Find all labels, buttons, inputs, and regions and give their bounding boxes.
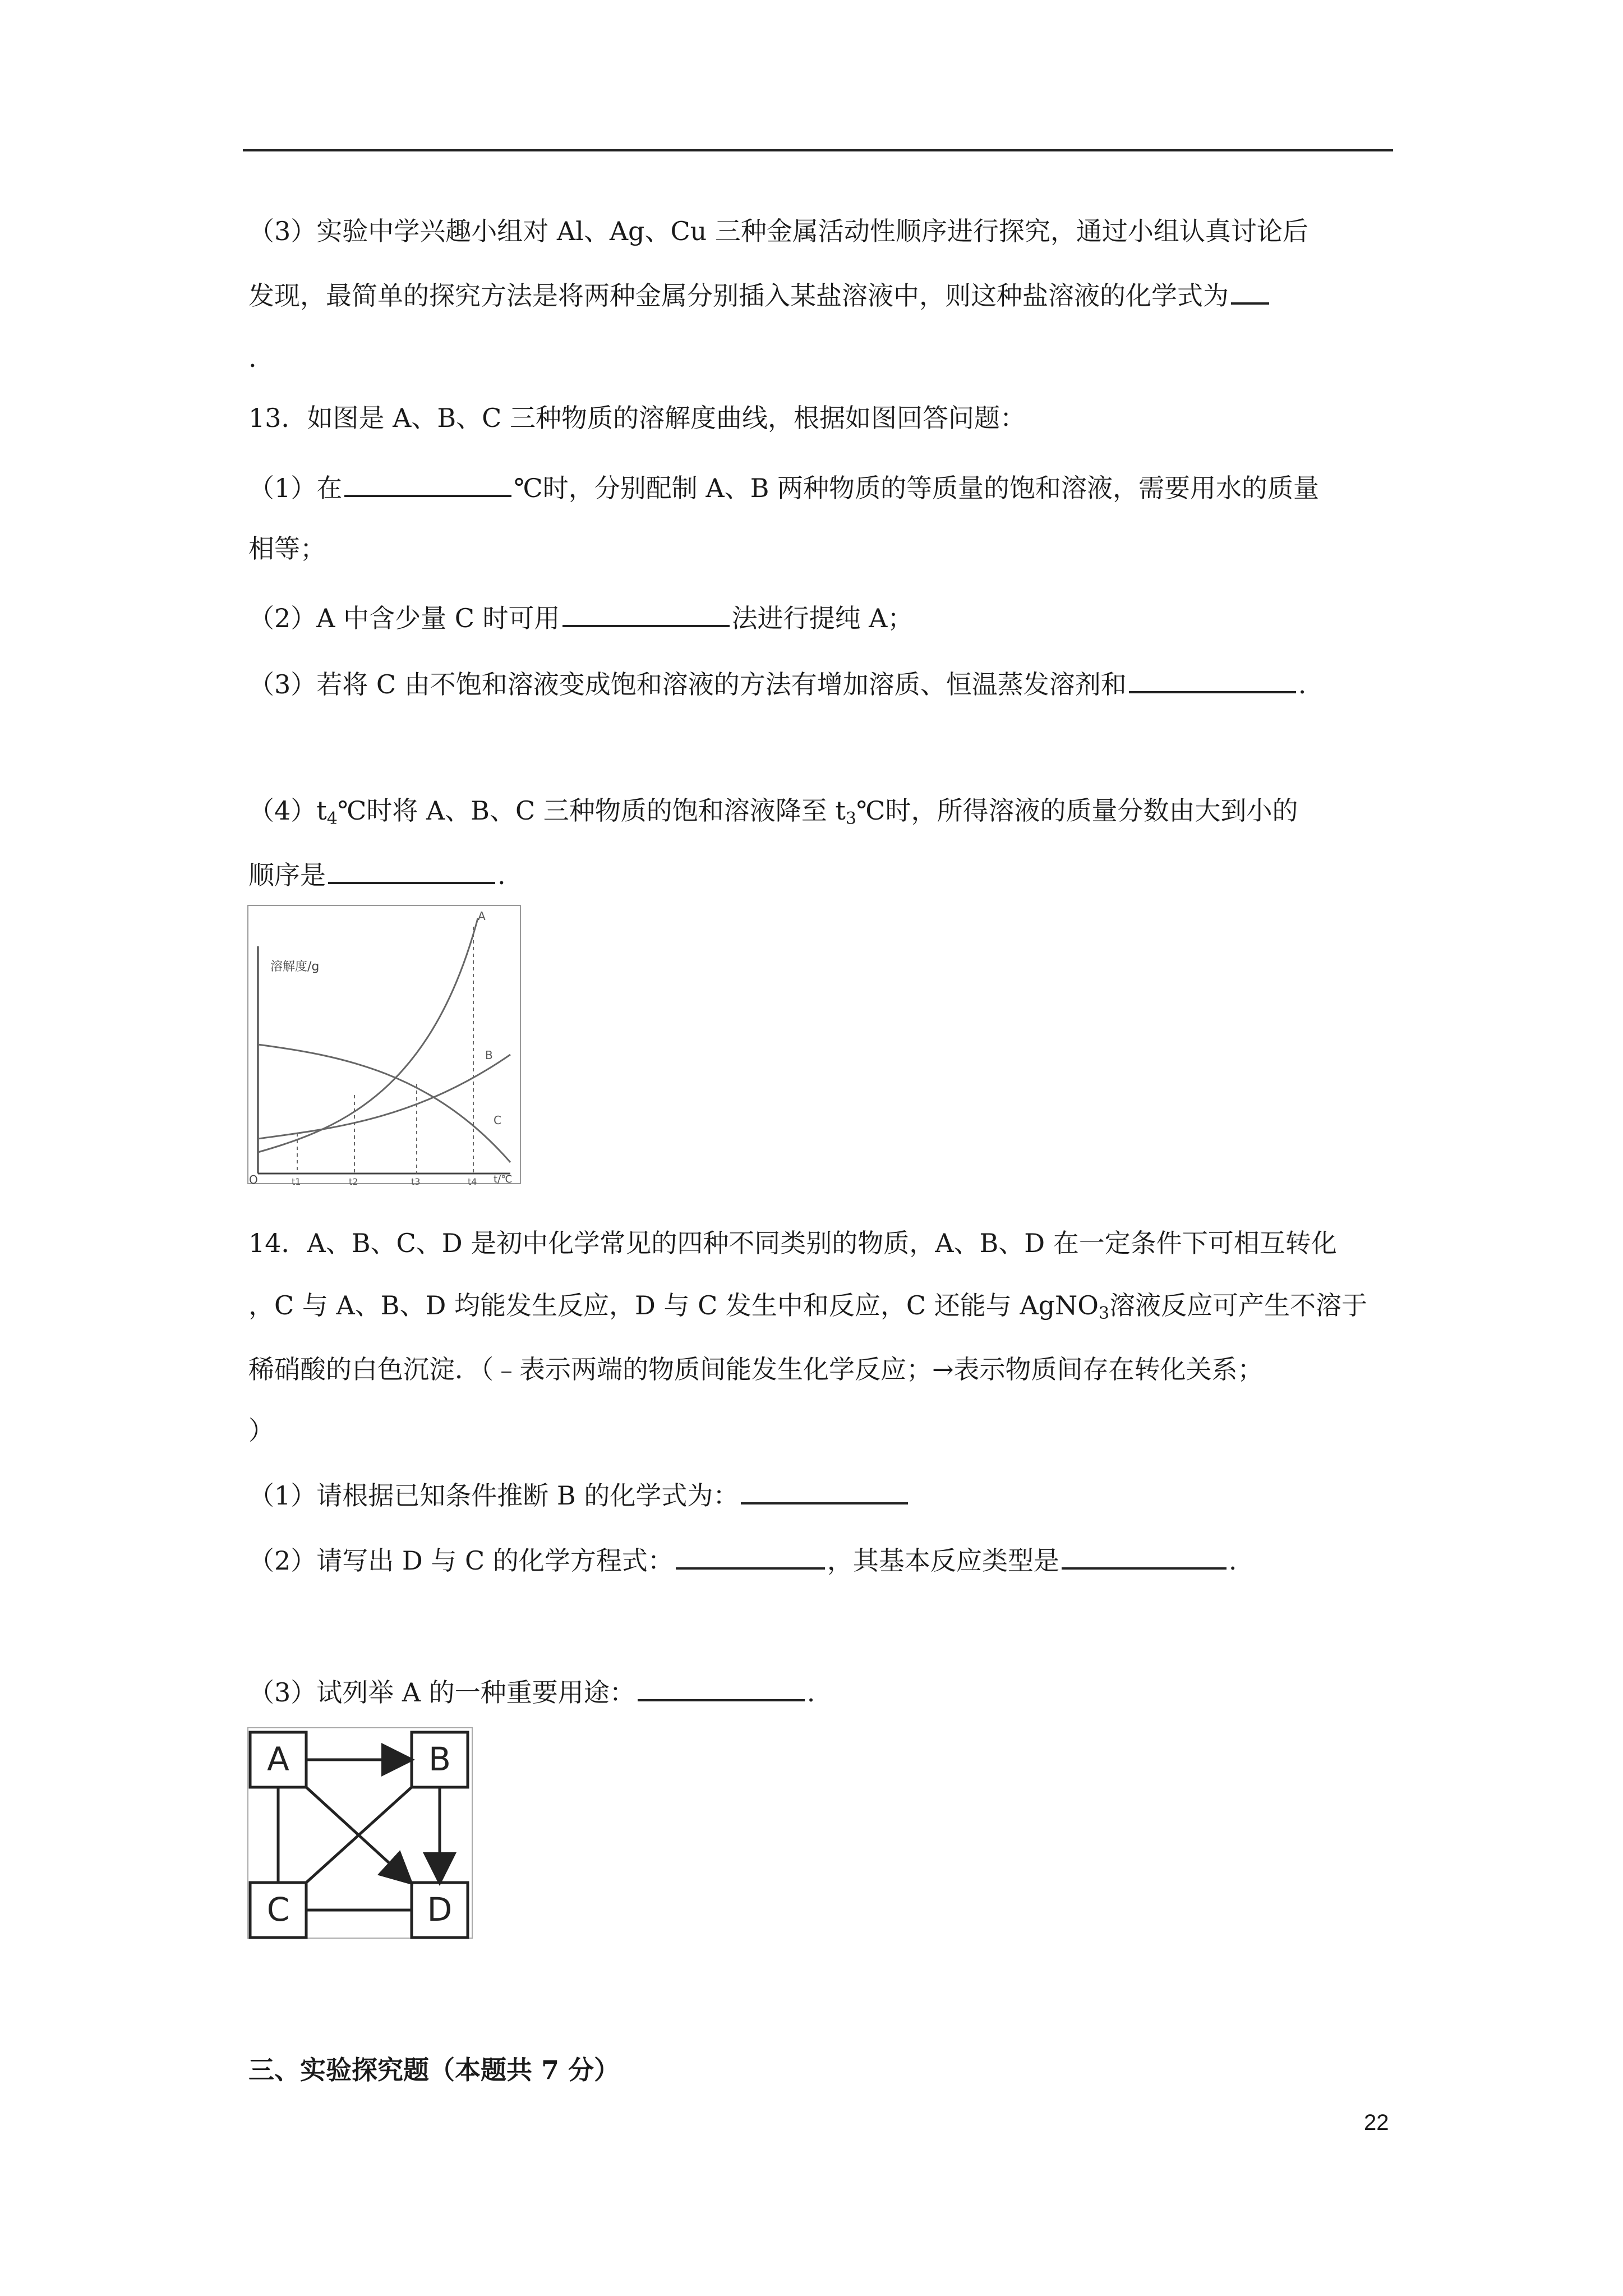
q14-line1: 14．A、B、C、D 是初中化学常见的四种不同类别的物质，A、B、D 在一定条件下可相互转化 bbox=[248, 1228, 1337, 1258]
q13-part4-c: ℃时，所得溶液的质量分数由大到小的 bbox=[856, 795, 1298, 826]
q12-part3-line3: . bbox=[248, 343, 257, 373]
subscript: 3 bbox=[845, 809, 856, 829]
q13-stem: 13．如图是 A、B、C 三种物质的溶解度曲线，根据如图回答问题： bbox=[248, 403, 1026, 433]
q14-part1 bbox=[248, 1479, 910, 1512]
answer-blank bbox=[1129, 670, 1296, 693]
q13-part4-d: 顺序是 bbox=[248, 860, 326, 890]
origin-label: O bbox=[249, 1173, 258, 1185]
subscript: 4 bbox=[326, 809, 338, 829]
curve-label-c: C bbox=[494, 1114, 501, 1127]
q14-part2 bbox=[248, 1544, 1237, 1577]
q14-part2-b: ，其基本反应类型是 bbox=[827, 1545, 1059, 1576]
q14-line3: 稀硝酸的白色沉淀．（﹣表示两端的物质间能发生化学反应；→表示物质间存在转化关系； bbox=[248, 1354, 1264, 1384]
q14-line2-a: ，C 与 A、B、D 均能发生反应，D 与 C 发生中和反应，C 还能与 AgNO bbox=[248, 1290, 1099, 1320]
subscript: 3 bbox=[1098, 1304, 1110, 1323]
q13-part4-cont bbox=[248, 858, 506, 892]
q13-part1-cont: 相等； bbox=[248, 533, 326, 564]
q14-line2-b: 溶液反应可产生不溶于 bbox=[1109, 1290, 1368, 1320]
y-axis-label: 溶解度/g bbox=[270, 960, 320, 974]
answer-blank bbox=[741, 1481, 908, 1504]
q14-part2-c: . bbox=[1228, 1545, 1237, 1576]
q13-part4-a: （4）t bbox=[248, 795, 327, 826]
tick-t3: t3 bbox=[411, 1176, 421, 1185]
q13-part2 bbox=[248, 601, 913, 635]
answer-blank bbox=[562, 604, 730, 627]
q14-part2-a: （2）请写出 D 与 C 的化学方程式： bbox=[248, 1545, 674, 1576]
q13-part3 bbox=[248, 668, 1306, 701]
node-c: C bbox=[266, 1890, 290, 1929]
node-b: B bbox=[428, 1740, 451, 1778]
q13-part1 bbox=[248, 471, 1319, 505]
curve-a bbox=[258, 918, 478, 1152]
q13-part2-text: 法进行提纯 A； bbox=[731, 603, 914, 633]
answer-blank bbox=[676, 1546, 825, 1570]
answer-blank bbox=[1231, 281, 1269, 305]
relationship-diagram bbox=[247, 1727, 474, 1940]
q14-part3 bbox=[248, 1676, 815, 1709]
q13-part4 bbox=[248, 794, 1298, 836]
answer-blank bbox=[638, 1678, 805, 1701]
x-axis-label: t/℃ bbox=[494, 1174, 513, 1185]
answer-blank bbox=[1062, 1546, 1227, 1570]
curve-c bbox=[258, 1045, 510, 1162]
node-a: A bbox=[267, 1740, 289, 1778]
q12-part3-line2 bbox=[248, 279, 1271, 312]
q13-part2-prefix: （2）A 中含少量 C 时可用 bbox=[248, 603, 560, 633]
solubility-curve-figure bbox=[247, 904, 522, 1185]
curve-label-a: A bbox=[478, 909, 486, 923]
tick-t4: t4 bbox=[468, 1176, 477, 1185]
q13-part4-e: . bbox=[497, 860, 506, 890]
node-d: D bbox=[427, 1890, 453, 1929]
curve-label-b: B bbox=[485, 1048, 493, 1062]
q12-part3-text: 发现，最简单的探究方法是将两种金属分别插入某盐溶液中，则这种盐溶液的化学式为 bbox=[248, 280, 1229, 311]
q12-part3-line1: （3）实验中学兴趣小组对 Al、Ag、Cu 三种金属活动性顺序进行探究，通过小组认真讨论后 bbox=[248, 216, 1308, 246]
q14-part1-text: （1）请根据已知条件推断 B 的化学式为： bbox=[248, 1480, 739, 1511]
q14-part3-b: . bbox=[806, 1677, 815, 1708]
q13-part3-text: （3）若将 C 由不饱和溶液变成饱和溶液的方法有增加溶质、恒温蒸发溶剂和 bbox=[248, 669, 1127, 700]
tick-t1: t1 bbox=[292, 1176, 301, 1185]
answer-blank bbox=[328, 861, 495, 884]
q14-line4: ） bbox=[248, 1415, 274, 1446]
q14-line2 bbox=[248, 1289, 1367, 1331]
q13-part3-end: . bbox=[1298, 669, 1307, 700]
tick-t2: t2 bbox=[349, 1176, 358, 1185]
q14-part3-a: （3）试列举 A 的一种重要用途： bbox=[248, 1677, 635, 1708]
answer-blank bbox=[344, 473, 511, 497]
section-heading: 三、实验探究题（本题共 7 分） bbox=[248, 2055, 620, 2085]
header-rule bbox=[243, 149, 1393, 151]
q13-part4-b: ℃时将 A、B、C 三种物质的饱和溶液降至 t bbox=[337, 795, 846, 826]
q13-part1-prefix: （1）在 bbox=[248, 473, 343, 503]
q13-part1-text: ℃时，分别配制 A、B 两种物质的等质量的饱和溶液，需要用水的质量 bbox=[514, 473, 1320, 503]
page-number: 22 bbox=[1364, 2110, 1389, 2135]
